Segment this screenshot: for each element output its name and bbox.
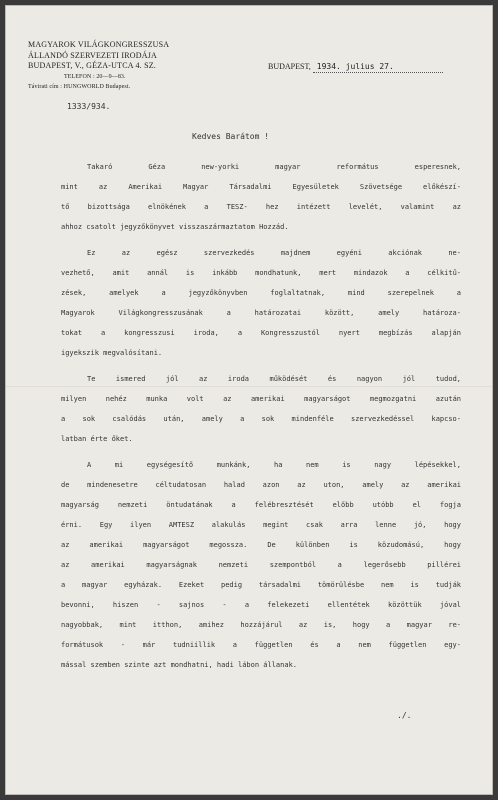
body-line: tő bizottsága elnökének a TESZ- hez intézett levelét, valamint az — [61, 203, 461, 211]
body-line: Takaró Géza new-yorki magyar református esperesnek, — [87, 163, 461, 171]
letterhead-address: BUDAPEST, V., GÉZA-UTCA 4. SZ. — [28, 61, 157, 70]
salutation: Kedves Barátom ! — [192, 132, 270, 141]
body-line: nagyobbak, mint itthon, amihez hozzájárul az is, hogy a magyar re- — [61, 621, 461, 629]
body-line: Magyarok Világkongresszusának a határozatai között, amely határoza- — [61, 309, 461, 317]
body-line: magyarság nemzeti öntudatának a felébresztését előbb utóbb el fogja — [61, 501, 461, 509]
reference-number: 1333/934. — [67, 102, 111, 111]
body-line: vezhető, amit annál is inkább mondhatunk, mert mindazok a célkitű- — [61, 269, 461, 277]
body-line: igyekszik megvalósítani. — [61, 349, 163, 357]
dateline-date: 1934. julius 27. — [313, 62, 443, 73]
body-line: formátusok - már tudniillik a független és a nem független egy- — [61, 641, 461, 649]
body-line: A mi egységesítő munkánk, ha nem is nagy lépésekkel, — [87, 461, 461, 469]
body-paragraph — [61, 243, 461, 363]
body-line: ahhoz csatolt jegyzőkönyvet visszaszármaztatom Hozzád. — [61, 223, 289, 231]
letterhead — [28, 40, 218, 92]
body-line: de mindenesetre céltudatosan halad azon az uton, amely az amerikai — [61, 481, 461, 489]
dateline — [268, 62, 443, 73]
body-paragraph — [61, 455, 461, 675]
body-line: a sok csalódás után, amely a sok mindenféle szervezkedéssel kapcso- — [61, 415, 461, 423]
body-line: az amerikai magyarságot megossza. De különben is közudomású, hogy — [61, 541, 461, 549]
body-line: milyen nehéz munka volt az amerikai magyarságot megmozgatni azután — [61, 395, 461, 403]
letterhead-org-name: MAGYAROK VILÁGKONGRESSZUSA — [28, 40, 170, 49]
body-line: zések, amelyek a jegyzőkönyvben foglaltatnak, mind szerepelnek a — [61, 289, 461, 297]
body-paragraph — [61, 369, 461, 449]
body-line: mással szemben szinte azt mondhatni, hadi lábon állanak. — [61, 661, 298, 669]
body-line: érni. Egy ilyen AMTESZ alakulás megint csak arra lenne jó, hogy — [61, 521, 461, 529]
body-line: Te ismered jól az iroda működését és nagyon jól tudod, — [87, 375, 461, 383]
letterhead-telegraph: Távirati cím : HUNGWORLD Budapest. — [28, 83, 131, 90]
body-line: tokat a kongresszusi iroda, a Kongresszustól nyert megbízás alapján — [61, 329, 461, 337]
letter-body — [61, 157, 461, 681]
letterhead-phone: TELEFON : 20—9—83. — [64, 73, 126, 80]
body-paragraph — [61, 157, 461, 237]
body-line: a magyar egyházak. Ezeket pedig társadalmi tömörülésbe nem is tudják — [61, 581, 461, 589]
body-line: mint az Amerikai Magyar Társadalmi Egyesületek Szövetsége előkészí- — [61, 183, 461, 191]
body-line: az amerikai magyarságnak nemzeti szempontból a legerősebb pillérei — [61, 561, 461, 569]
letter-page — [5, 5, 493, 795]
body-line: bevonni, hiszen - sajnos - a felekezeti ellentétek közöttük jóval — [61, 601, 461, 609]
dateline-city: BUDAPEST, — [268, 62, 311, 71]
body-line: latban érte őket. — [61, 435, 133, 443]
body-line: Ez az egész szervezkedés majdnem egyéni akciónak ne- — [87, 249, 461, 257]
letterhead-office: ÁLLANDÓ SZERVEZETI IRODÁJA — [28, 50, 157, 60]
end-mark: ./. — [397, 711, 412, 720]
